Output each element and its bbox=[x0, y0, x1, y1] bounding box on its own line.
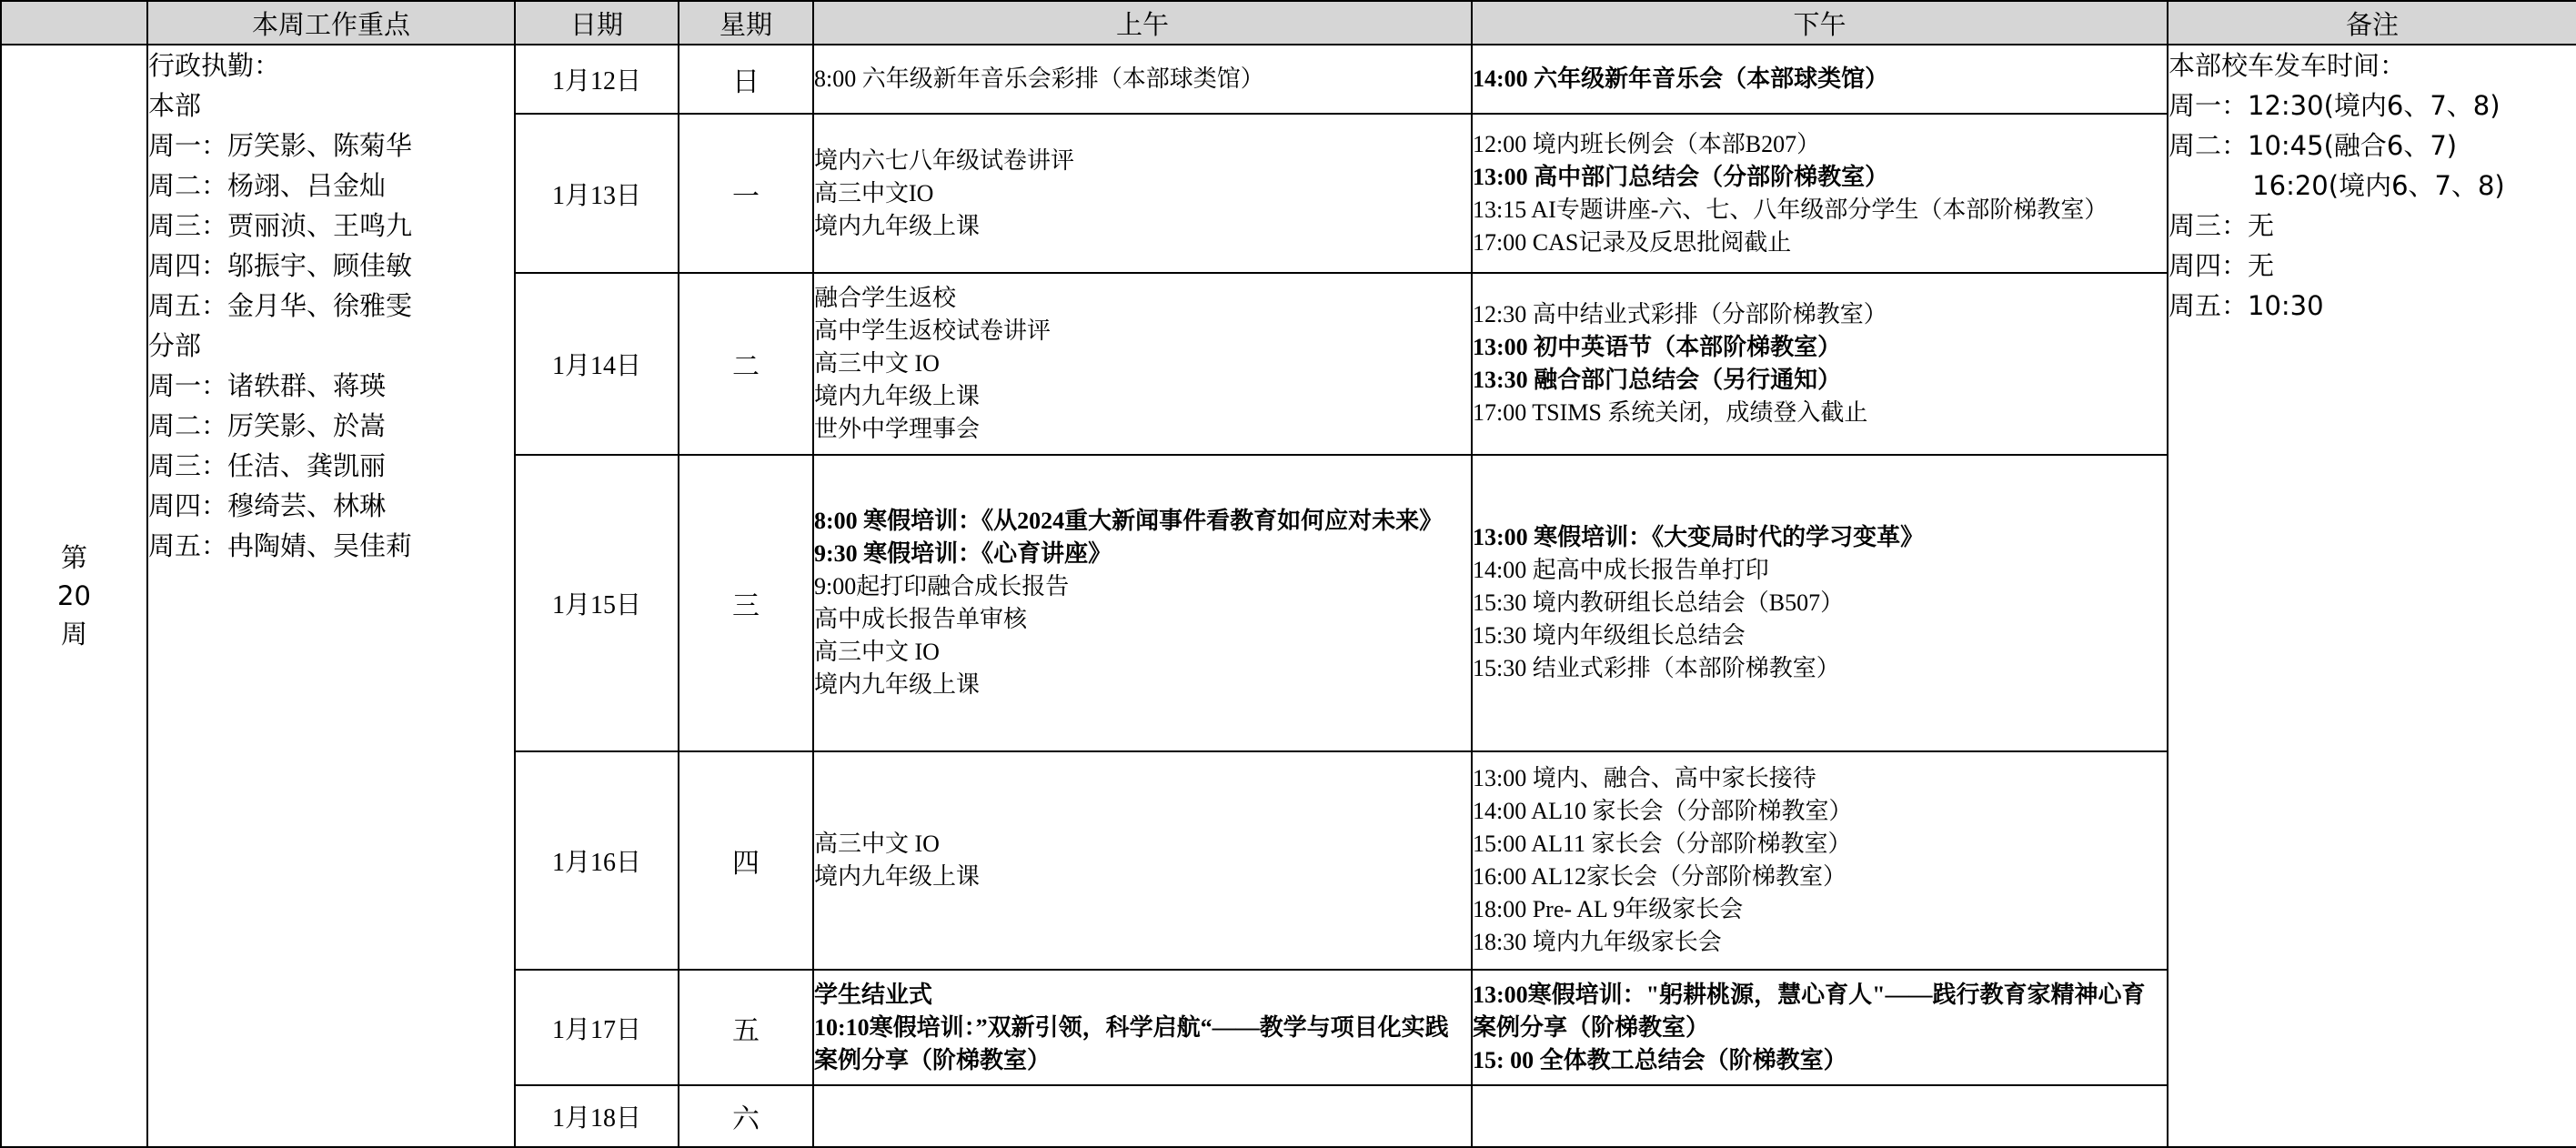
header-date: 日期 bbox=[515, 1, 679, 45]
schedule-entry: 18:30 境内九年级家长会 bbox=[1473, 928, 1722, 955]
notes-line: 周三：无 bbox=[2168, 210, 2275, 241]
schedule-entry: 学生结业式 bbox=[814, 981, 933, 1008]
weekday-cell: 三 bbox=[679, 455, 813, 750]
schedule-entry: 境内九年级上课 bbox=[814, 212, 981, 239]
schedule-entry: 13:00 寒假培训：《大变局时代的学习变革》 bbox=[1473, 524, 1925, 550]
notes-line: 周四：无 bbox=[2168, 250, 2275, 281]
duty-line: 周一：诸轶群、蒋瑛 bbox=[148, 370, 387, 401]
schedule-entry: 15:00 AL11 家长会（分部阶梯教室） bbox=[1473, 830, 1852, 857]
header-notes: 备注 bbox=[2168, 1, 2576, 45]
morning-cell bbox=[813, 751, 1472, 971]
schedule-entry: 8:00 六年级新年音乐会彩排（本部球类馆） bbox=[814, 65, 1264, 93]
duty-line: 周三：贾丽浈、王鸣九 bbox=[148, 210, 413, 241]
afternoon-cell bbox=[1472, 1085, 2168, 1147]
week-label-line: 周 bbox=[60, 619, 87, 650]
date-cell: 1月16日 bbox=[515, 751, 679, 971]
weekday-cell: 日 bbox=[679, 45, 813, 114]
schedule-entry: 世外中学理事会 bbox=[814, 416, 981, 443]
afternoon-cell bbox=[1472, 273, 2168, 456]
schedule-entry: 17:00 TSIMS 系统关闭，成绩登入截止 bbox=[1473, 399, 1868, 427]
duty-line: 周二：厉笑影、於嵩 bbox=[148, 410, 387, 441]
schedule-entry: 13:00寒假培训："躬耕桃源，慧心育人"——践行教育家精神心育案例分享（阶梯教室） bbox=[1473, 981, 2146, 1041]
duty-line: 分部 bbox=[148, 330, 202, 361]
schedule-entry: 15:30 境内年级组长总结会 bbox=[1473, 622, 1746, 649]
schedule-entry: 13:00 初中英语节（本部阶梯教室） bbox=[1473, 334, 1842, 361]
afternoon-cell bbox=[1472, 455, 2168, 750]
schedule-entry: 13:30 融合部门总结会（另行通知） bbox=[1473, 367, 1842, 394]
schedule-entry: 境内九年级上课 bbox=[814, 862, 981, 890]
schedule-entry: 高三中文 IO bbox=[814, 639, 940, 665]
morning-cell bbox=[813, 970, 1472, 1084]
header-afternoon: 下午 bbox=[1472, 1, 2168, 45]
duty-line: 周五：金月华、徐雅雯 bbox=[148, 290, 413, 321]
schedule-entry: 10:10寒假培训：”双新引领，科学启航“——教学与项目化实践案例分享（阶梯教室） bbox=[814, 1013, 1449, 1073]
notes-line: 16:20(境内6、7、8) bbox=[2168, 170, 2505, 201]
schedule-entry: 境内九年级上课 bbox=[814, 383, 981, 410]
weekday-cell: 六 bbox=[679, 1085, 813, 1147]
weekday-cell: 二 bbox=[679, 273, 813, 456]
schedule-entry: 融合学生返校 bbox=[814, 285, 957, 312]
duty-line: 行政执勤： bbox=[148, 50, 281, 81]
schedule-entry: 14:00 六年级新年音乐会（本部球类馆） bbox=[1473, 65, 1889, 93]
header-week bbox=[1, 1, 147, 45]
schedule-entry: 12:30 高中结业式彩排（分部阶梯教室） bbox=[1473, 301, 1887, 328]
schedule-entry: 12:00 境内班长例会（本部B207） bbox=[1473, 130, 1821, 157]
duty-line: 本部 bbox=[148, 90, 202, 121]
notes-line: 本部校车发车时间： bbox=[2168, 50, 2407, 81]
schedule-entry: 境内九年级上课 bbox=[814, 671, 981, 698]
schedule-entry: 13:00 境内、融合、高中家长接待 bbox=[1473, 764, 1816, 791]
schedule-entry: 高三中文 IO bbox=[814, 350, 940, 378]
schedule-entry: 高中学生返校试卷讲评 bbox=[814, 317, 1052, 345]
week-label-line: 第 bbox=[60, 542, 87, 573]
schedule-entry: 8:00 寒假培训：《从2024重大新闻事件看教育如何应对未来》 bbox=[814, 508, 1444, 534]
duty-line: 周一：厉笑影、陈菊华 bbox=[148, 130, 413, 161]
notes-line: 周五：10:30 bbox=[2168, 290, 2324, 321]
schedule-entry: 15:30 境内教研组长总结会（B507） bbox=[1473, 589, 1845, 616]
weekday-cell: 五 bbox=[679, 970, 813, 1084]
date-cell: 1月17日 bbox=[515, 970, 679, 1084]
date-cell: 1月18日 bbox=[515, 1085, 679, 1147]
weekday-cell: 四 bbox=[679, 751, 813, 971]
duty-line: 周二：杨翊、吕金灿 bbox=[148, 170, 387, 201]
header-morning: 上午 bbox=[813, 1, 1472, 45]
morning-cell bbox=[813, 114, 1472, 273]
schedule-entry: 高中成长报告单审核 bbox=[814, 606, 1028, 632]
schedule-entry: 15:30 结业式彩排（本部阶梯教室） bbox=[1473, 655, 1840, 681]
schedule-entry: 13:15 AI专题讲座-六、七、八年级部分学生（本部阶梯教室） bbox=[1473, 196, 2108, 223]
date-cell: 1月12日 bbox=[515, 45, 679, 114]
schedule-entry: 高三中文IO bbox=[814, 179, 934, 206]
notes-line: 周一：12:30(境内6、7、8) bbox=[2168, 90, 2501, 121]
schedule-entry: 18:00 Pre- AL 9年级家长会 bbox=[1473, 895, 1744, 922]
afternoon-cell bbox=[1472, 114, 2168, 273]
schedule-entry: 9:30 寒假培训：《心育讲座》 bbox=[814, 540, 1112, 567]
schedule-entry: 14:00 AL10 家长会（分部阶梯教室） bbox=[1473, 797, 1853, 824]
afternoon-cell bbox=[1472, 751, 2168, 971]
schedule-entry: 境内六七八年级试卷讲评 bbox=[814, 146, 1075, 174]
duty-line: 周四：穆绮芸、林琳 bbox=[148, 490, 387, 521]
schedule-entry: 17:00 CAS记录及反思批阅截止 bbox=[1473, 228, 1792, 256]
duty-line: 周三：任洁、龚凯丽 bbox=[148, 450, 387, 481]
morning-cell bbox=[813, 455, 1472, 750]
morning-cell bbox=[813, 273, 1472, 456]
notes-cell bbox=[2168, 45, 2576, 1147]
schedule-entry: 13:00 高中部门总结会（分部阶梯教室） bbox=[1473, 163, 1889, 190]
date-cell: 1月14日 bbox=[515, 273, 679, 456]
date-cell: 1月15日 bbox=[515, 455, 679, 750]
week-label-line: 20 bbox=[57, 580, 91, 611]
schedule-entry: 15: 00 全体教工总结会（阶梯教室） bbox=[1473, 1046, 1847, 1073]
week-label bbox=[1, 45, 147, 1147]
schedule-entry: 9:00起打印融合成长报告 bbox=[814, 573, 1070, 599]
schedule-entry: 16:00 AL12家长会（分部阶梯教室） bbox=[1473, 862, 1846, 890]
day-row bbox=[1, 45, 2576, 114]
morning-cell bbox=[813, 45, 1472, 114]
morning-cell bbox=[813, 1085, 1472, 1147]
duty-roster bbox=[147, 45, 515, 1147]
afternoon-cell bbox=[1472, 45, 2168, 114]
date-cell: 1月13日 bbox=[515, 114, 679, 273]
weekday-cell: 一 bbox=[679, 114, 813, 273]
schedule-entry: 高三中文 IO bbox=[814, 830, 940, 857]
duty-line: 周五：冉陶婧、吴佳莉 bbox=[148, 530, 413, 561]
header-focus: 本周工作重点 bbox=[147, 1, 515, 45]
afternoon-cell bbox=[1472, 970, 2168, 1084]
notes-line: 周二：10:45(融合6、7) bbox=[2168, 130, 2458, 161]
schedule-entry: 14:00 起高中成长报告单打印 bbox=[1473, 557, 1769, 583]
duty-line: 周四：邬振宇、顾佳敏 bbox=[148, 250, 413, 281]
header-row bbox=[1, 1, 2576, 45]
header-weekday: 星期 bbox=[679, 1, 813, 45]
